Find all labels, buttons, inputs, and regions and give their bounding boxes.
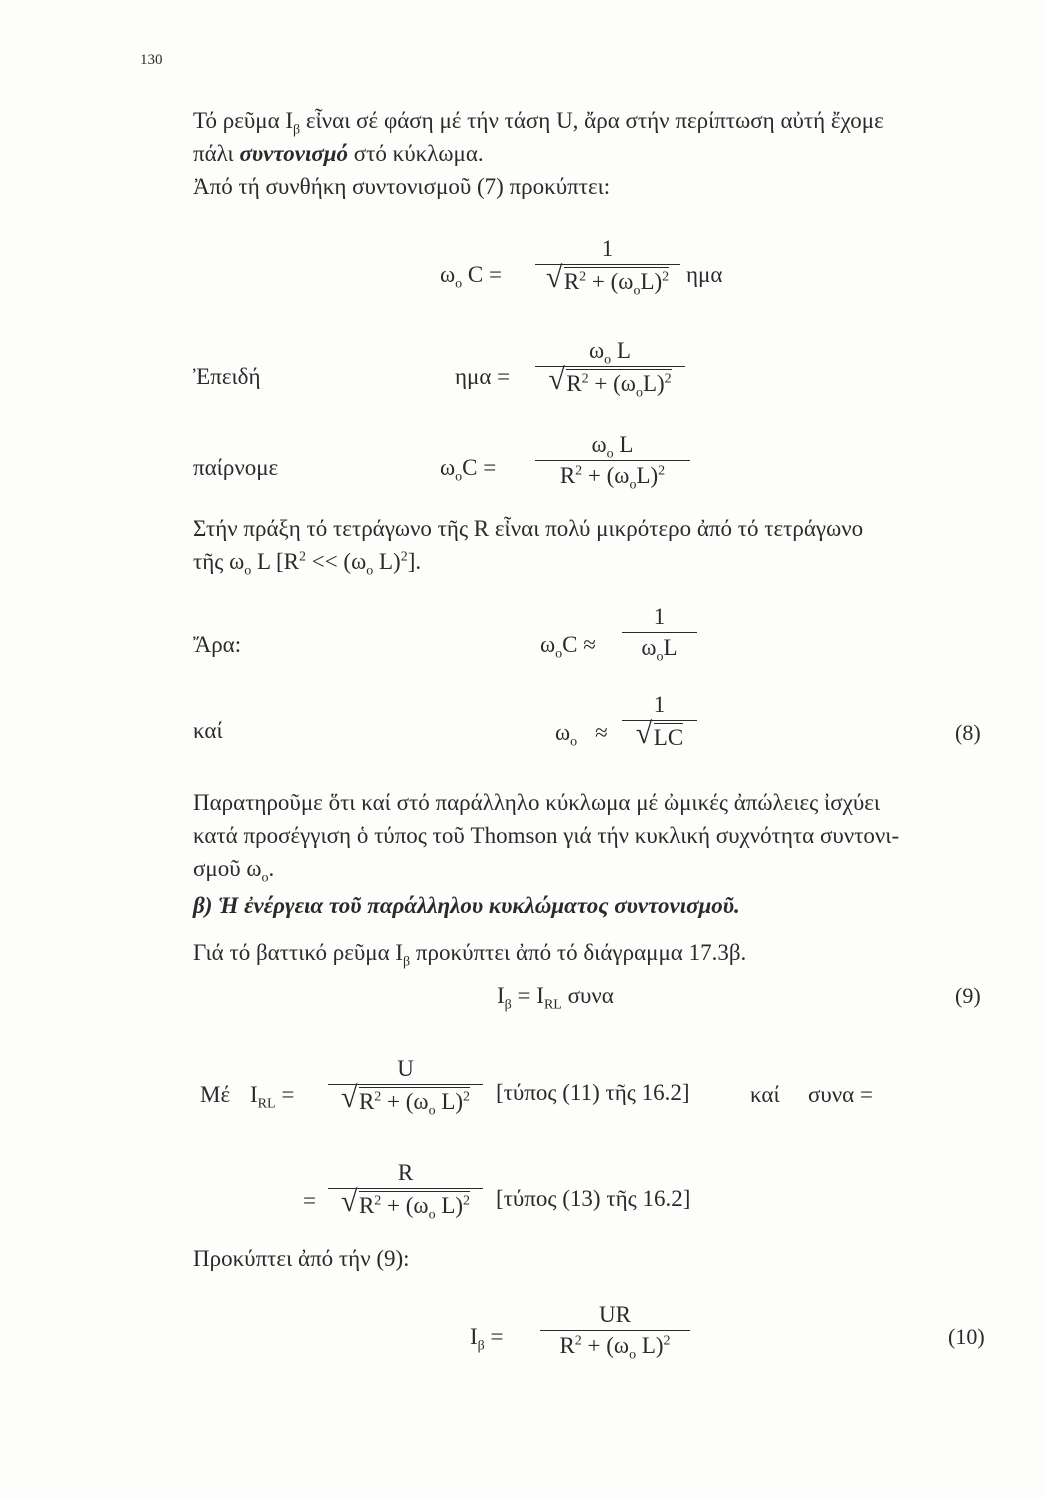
equation-7-tail: συνα = xyxy=(808,1082,873,1107)
label-ara: Ἄρα: xyxy=(193,632,242,657)
equation-5-lhs: $\omega_o$ ≈ xyxy=(555,720,608,750)
equation-9: $I_\beta = I_{RL}$ συνα xyxy=(497,983,614,1013)
equation-7-fraction: U √ $R^2 + (\omega_o$ L)$^2$ xyxy=(328,1056,483,1115)
equation-3-fraction: $\omega_o$ L $R^2 + (\omega_oL)^2$ xyxy=(535,432,690,489)
equation-7-reference: [τύπος (11) τῆς 16.2] xyxy=(496,1080,690,1105)
equation-1-rhs: ημα xyxy=(686,262,723,287)
equation-number-8: (8) xyxy=(955,720,981,745)
equation-2-lhs: ημα = xyxy=(455,364,511,389)
equation-number-10: (10) xyxy=(948,1324,985,1349)
equation-8-equals: = xyxy=(303,1188,316,1213)
equation-7-prefix: Μέ xyxy=(200,1082,231,1107)
equation-4-lhs: $\omega_oC$ ≈ xyxy=(540,632,596,662)
equation-8-reference: [τύπος (13) τῆς 16.2] xyxy=(496,1186,691,1211)
label-epeidi: Ἐπειδή xyxy=(193,364,261,389)
section-heading: β) Ἡ ἐνέργεια τοῦ παράλληλου κυκλώματος συντονισμοῦ. xyxy=(193,893,740,918)
thomson-paragraph: Παρατηροῦμε ὅτι καί στό παράλληλο κύκλωμα μέ ὠμικές ἀπώλειες ἰσχύει κατά προσέγγιση ὁ τύπος τοῦ Thomson γιά τήν κυκλική συχνότητα συντονι- σμοῦ $\omega_o$. xyxy=(193,790,900,886)
equation-8-fraction: R √ $R^2 + (\omega_o$ L)$^2$ xyxy=(328,1160,483,1219)
equation-2-fraction: $\omega_o$ L √ $R^2 + (\omega_oL)^2$ xyxy=(535,338,685,397)
equation-1-fraction: 1 √ $R^2 + (\omega_oL)^2$ xyxy=(535,236,680,295)
practice-paragraph: Στήν πράξη τό τετράγωνο τῆς R εἶναι πολύ μικρότερο ἀπό τό τετράγωνο τῆς $\omega_o$ L [$R^2 << (\omega_o$ L)$^2$]. xyxy=(193,516,864,579)
equation-5-fraction: 1 √ LC xyxy=(622,692,697,751)
result-intro: Προκύπτει ἀπό τήν (9): xyxy=(193,1246,410,1271)
emphasis-resonance: συντονισμό xyxy=(239,141,349,166)
equation-1-lhs: $\omega_o$ C = xyxy=(440,262,502,292)
equation-4-fraction: 1 $\omega_oL$ xyxy=(622,604,697,661)
equation-7-lhs: $I_{RL}$ = xyxy=(250,1082,295,1112)
active-current-sentence: Γιά τό βαττικό ρεῦμα $I_\beta$ προκύπτει ἀπό τό διάγραμμα 17.3β. xyxy=(193,940,747,970)
equation-7-kai: καί xyxy=(750,1082,780,1107)
equation-10-lhs: $I_\beta$ = xyxy=(470,1324,504,1354)
equation-3-lhs: $\omega_oC$ = xyxy=(440,455,497,485)
page-number: 130 xyxy=(140,52,163,68)
intro-paragraph: Τό ρεῦμα $I_\beta$ εἶναι σέ φάση μέ τήν τάση U, ἄρα στήν περίπτωση αὐτή ἔχομε πάλι συντονισμό στό κύκλωμα. Ἀπό τή συνθήκη συντονισμοῦ (7) προκύπτει: xyxy=(193,108,884,199)
label-kai: καί xyxy=(193,718,223,743)
equation-10-fraction: UR $R^2 + (\omega_o$ L)$^2$ xyxy=(540,1302,690,1359)
label-pairnome: παίρνομε xyxy=(193,455,279,480)
equation-number-9: (9) xyxy=(955,983,981,1008)
